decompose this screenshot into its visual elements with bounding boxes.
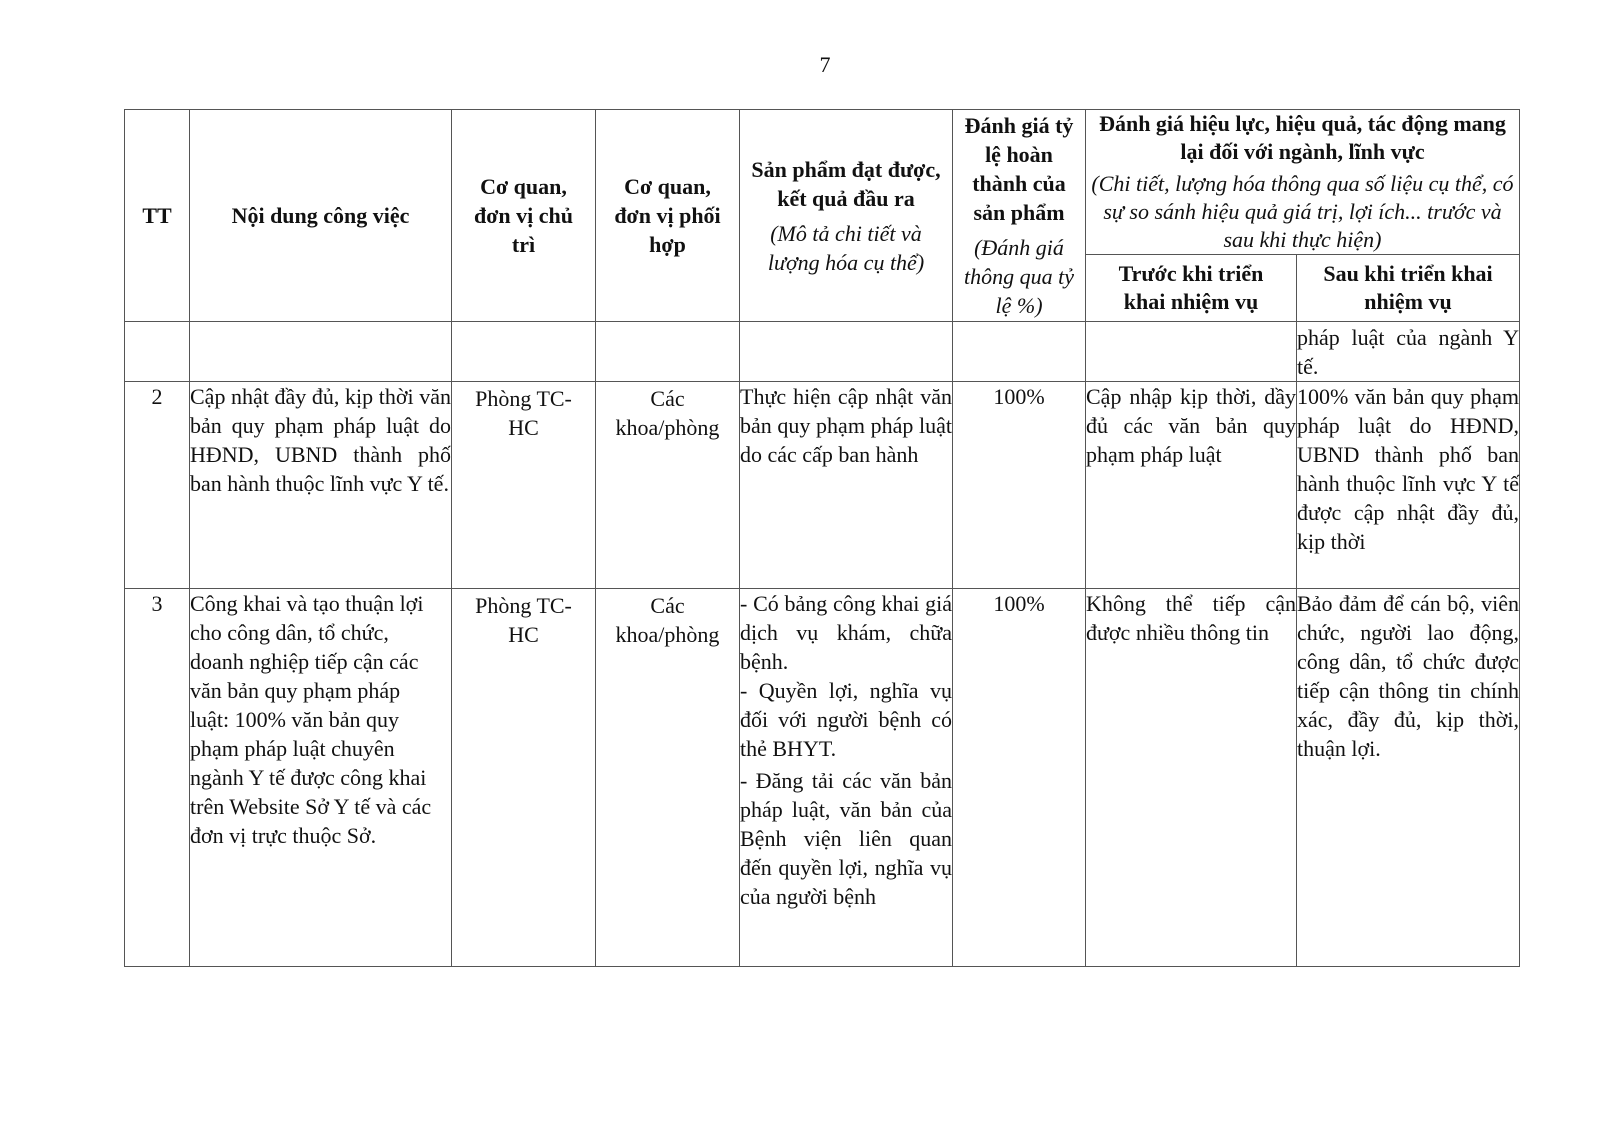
cell-sau: Bảo đảm để cán bộ, viên chức, người lao động, công dân, tổ chức được tiếp cận thông tin chính xác, đầy đủ, kịp thời, thuận lợi. (1297, 589, 1520, 967)
header-hieu-luc-note: (Chi tiết, lượng hóa thông qua số liệu cụ thể, có sự so sánh hiệu quả giá trị, lợi ích... trước và sau khi thực hiện) (1091, 171, 1514, 252)
cell-phoi-hop: Các khoa/phòng (596, 589, 740, 967)
cell-ty-le: 100% (953, 382, 1086, 589)
header-san-pham-title: Sản phẩm đạt được, kết quả đầu ra (751, 156, 941, 211)
header-truoc: Trước khi triển khai nhiệm vụ (1086, 255, 1297, 322)
cell-tt (125, 322, 190, 382)
cell-ty-le: 100% (953, 589, 1086, 967)
san-pham-item: - Quyền lợi, nghĩa vụ đối với người bệnh có thẻ BHYT. (740, 678, 952, 761)
table-row (125, 382, 1520, 589)
cell-truoc: Không thể tiếp cận được nhiều thông tin (1086, 589, 1297, 967)
cell-phoi-hop: Các khoa/phòng (596, 382, 740, 589)
cell-san-pham: Thực hiện cập nhật văn bản quy phạm pháp luật do các cấp ban hành (740, 382, 953, 589)
cell-truoc (1086, 322, 1297, 382)
header-danh-gia-title: Đánh giá tỷ lệ hoàn thành của sản phẩm (964, 113, 1074, 225)
header-tt: TT (125, 110, 190, 322)
header-chu-tri: Cơ quan, đơn vị chủ trì (452, 110, 596, 322)
header-hieu-luc (1086, 110, 1520, 255)
cell-sau: pháp luật của ngành Y tế. (1297, 322, 1520, 382)
cell-chu-tri (452, 322, 596, 382)
header-san-pham-note: (Mô tả chi tiết và lượng hóa cụ thể) (767, 220, 925, 275)
table-row (125, 589, 1520, 967)
cell-tt: 2 (125, 382, 190, 589)
cell-san-pham (740, 589, 953, 967)
page-number: 7 (819, 52, 831, 77)
cell-sau: 100% văn bản quy phạm pháp luật do HĐND, UBND thành phố ban hành thuộc lĩnh vực Y tế được cập nhật đầy đủ, kịp thời (1297, 382, 1520, 589)
cell-noi-dung: Cập nhật đầy đủ, kịp thời văn bản quy phạm pháp luật do HĐND, UBND thành phố ban hành thuộc lĩnh vực Y tế. (190, 382, 452, 589)
header-danh-gia-note: (Đánh giá thông qua tỷ lệ %) (964, 235, 1074, 318)
header-san-pham (740, 110, 953, 322)
header-hieu-luc-title: Đánh giá hiệu lực, hiệu quả, tác động mang lại đối với ngành, lĩnh vực (1099, 111, 1506, 164)
cell-tt: 3 (125, 589, 190, 967)
cell-chu-tri: Phòng TC-HC (452, 589, 596, 967)
header-danh-gia (953, 110, 1086, 322)
table-row (125, 322, 1520, 382)
cell-noi-dung: Công khai và tạo thuận lợi cho công dân, tổ chức, doanh nghiệp tiếp cận các văn bản quy phạm pháp luật: 100% văn bản quy phạm pháp luật chuyên ngành Y tế được công khai trên Website Sở Y tế và các đơn vị trực thuộc Sở. (190, 589, 452, 967)
header-phoi-hop: Cơ quan, đơn vị phối hợp (596, 110, 740, 322)
header-sau: Sau khi triển khai nhiệm vụ (1297, 255, 1520, 322)
san-pham-item: - Có bảng công khai giá dịch vụ khám, chữa bệnh. (740, 591, 952, 674)
cell-truoc: Cập nhập kịp thời, dầy đủ các văn bản quy phạm pháp luật (1086, 382, 1297, 589)
cell-noi-dung (190, 322, 452, 382)
cell-phoi-hop (596, 322, 740, 382)
cell-san-pham (740, 322, 953, 382)
task-evaluation-table (124, 109, 1520, 967)
san-pham-item: - Đăng tải các văn bản pháp luật, văn bản của Bệnh viện liên quan đến quyền lợi, nghĩa vụ của người bệnh (740, 768, 952, 909)
cell-chu-tri: Phòng TC-HC (452, 382, 596, 589)
cell-ty-le (953, 322, 1086, 382)
header-noi-dung: Nội dung công việc (190, 110, 452, 322)
